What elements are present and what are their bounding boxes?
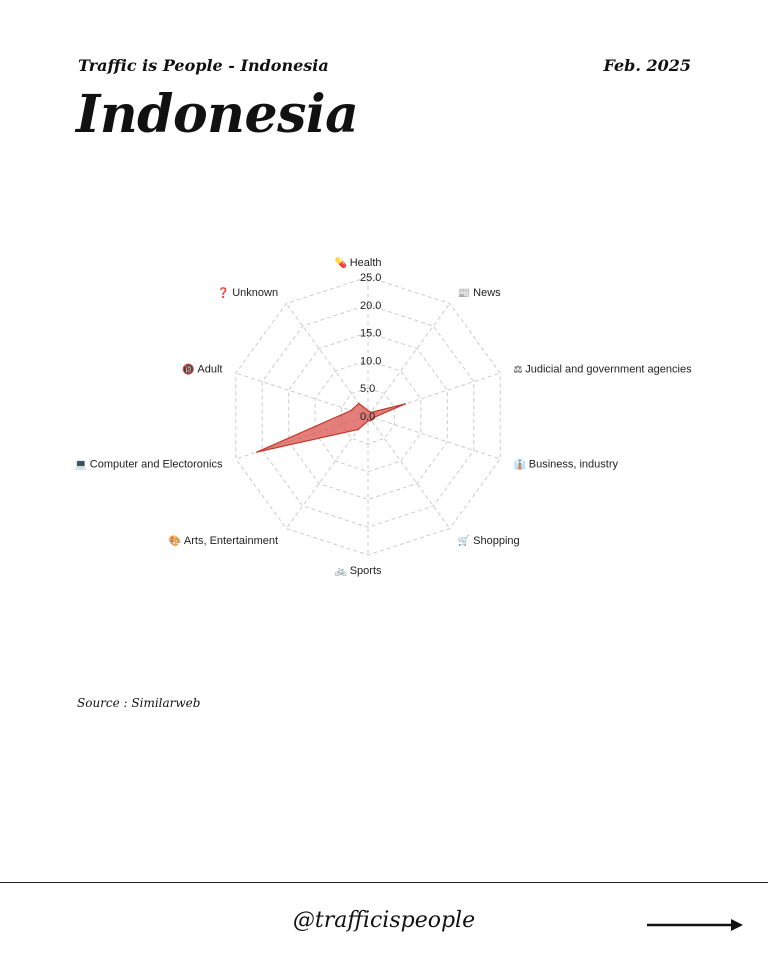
tick-label: 10.0: [360, 355, 382, 368]
axis-label-text: Judicial and government agencies: [525, 363, 692, 376]
axis-label-text: Sports: [349, 565, 382, 577]
social-handle: @trafficispeople: [292, 908, 476, 933]
axis-label-news: [458, 287, 501, 299]
cart-icon: 🛒: [457, 535, 474, 547]
tick-label: 20.0: [360, 299, 382, 312]
pill-icon: 💊: [334, 258, 350, 269]
businessperson-icon: 👔: [513, 459, 529, 471]
axis-label-health: [334, 256, 381, 269]
tick-label: 25.0: [360, 272, 382, 284]
footer-divider: [0, 882, 768, 883]
grid-spoke: [368, 416, 500, 459]
axis-label-text: Computer and Electoronics: [89, 458, 223, 471]
adult-18-icon: 🔞: [182, 364, 198, 376]
axis-label-text: Health: [349, 257, 382, 269]
judge-icon: ⚖: [513, 364, 526, 376]
artist-icon: 🎨: [168, 535, 184, 547]
axis-label-unknown: [217, 286, 278, 299]
report-date: Feb. 2025: [603, 56, 691, 75]
axis-label-text: Business, industry: [528, 458, 619, 471]
axis-label-text: Shopping: [473, 534, 520, 547]
grid-spoke: [368, 416, 450, 528]
question-mark-icon: ❓: [216, 288, 233, 300]
data-series-area: [257, 403, 405, 452]
axis-label-computer-and-electoronics: [75, 458, 223, 470]
tick-label: 5.0: [360, 383, 376, 396]
data-point-unknown: [358, 403, 360, 405]
next-arrow-icon[interactable]: [645, 916, 745, 934]
bicycle-icon: 🚲: [334, 566, 350, 577]
page-title: Indonesia: [76, 84, 359, 145]
grid-spoke: [236, 373, 368, 416]
axis-label-business-industry: [514, 457, 619, 470]
data-point-arts-entertainment: [357, 429, 359, 431]
data-point-adult: [350, 410, 352, 412]
axis-label-arts-entertainment: [169, 534, 278, 547]
series-title: Traffic is People - Indonesia: [78, 56, 329, 75]
axis-label-adult: [182, 363, 222, 376]
source-note: Source : Similarweb: [77, 696, 201, 710]
data-point-judicial-and-government-agencies: [404, 403, 406, 405]
axis-label-text: Arts, Entertainment: [183, 534, 279, 547]
axis-label-judicial-and-government-agencies: [514, 364, 693, 376]
axis-label-text: Adult: [197, 363, 223, 376]
tick-label: 0.0: [360, 411, 376, 423]
data-point-computer-and-electoronics: [256, 451, 258, 453]
newspaper-icon: 📰: [457, 288, 474, 300]
tick-label: 15.0: [360, 327, 382, 340]
axis-label-text: Unknown: [232, 287, 279, 300]
axis-label-sports: [334, 565, 382, 577]
grid-spoke: [286, 304, 368, 416]
laptop-icon: 💻: [74, 459, 90, 471]
axis-label-shopping: [458, 534, 520, 547]
axis-label-text: News: [473, 287, 501, 300]
